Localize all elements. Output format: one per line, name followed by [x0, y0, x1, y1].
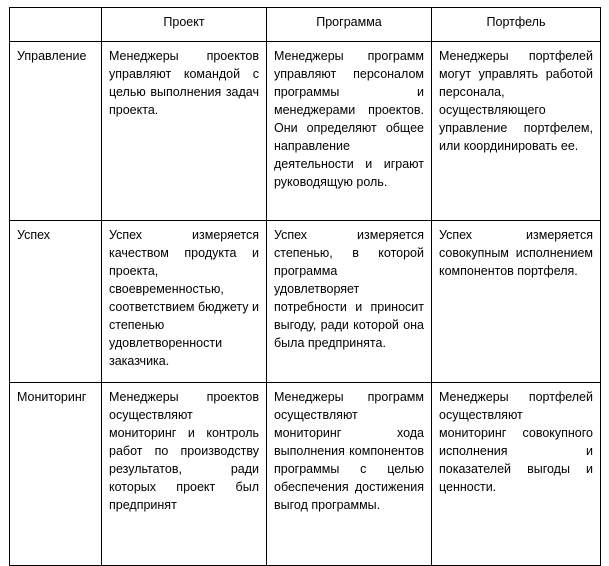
table-corner-cell — [10, 8, 102, 42]
row-label-management: Управление — [10, 42, 102, 221]
cell-success-portfolio: Успех измеряется совокупным исполнением компонентов портфеля. — [432, 221, 601, 383]
table-row — [10, 383, 601, 566]
column-header-portfolio: Портфель — [432, 8, 601, 42]
table-row — [10, 42, 601, 221]
cell-management-program: Менеджеры программ управляют персоналом программы и менеджерами проектов. Они определяют общее направление деятельности и играют руководящую роль. — [267, 42, 432, 221]
column-header-project: Проект — [102, 8, 267, 42]
table-body — [10, 42, 601, 566]
cell-management-project: Менеджеры проектов управляют командой с целью выполнения задач проекта. — [102, 42, 267, 221]
cell-success-program: Успех измеряется степенью, в которой программа удовлетворяет потребности и приносит выгоду, ради которой она была предпринята. — [267, 221, 432, 383]
cell-monitoring-program: Менеджеры программ осуществляют мониторинг хода выполнения компонентов программы с целью обеспечения достижения выгод программы. — [267, 383, 432, 566]
cell-success-project: Успех измеряется качеством продукта и проекта, своевременностью, соответствием бюджету и степенью удовлетворенности заказчика. — [102, 221, 267, 383]
table-row — [10, 221, 601, 383]
cell-monitoring-portfolio: Менеджеры портфелей осуществляют мониторинг совокупного исполнения и показателей выгоды и ценности. — [432, 383, 601, 566]
comparison-table — [9, 7, 601, 566]
cell-management-portfolio: Менеджеры портфелей могут управлять работой персонала, осуществляющего управление портфелем, или координировать ее. — [432, 42, 601, 221]
table-header-row — [10, 8, 601, 42]
row-label-success: Успех — [10, 221, 102, 383]
column-header-program: Программа — [267, 8, 432, 42]
table-header — [10, 8, 601, 42]
row-label-monitoring: Мониторинг — [10, 383, 102, 566]
cell-monitoring-project: Менеджеры проектов осуществляют мониторинг и контроль работ по производству результатов, ради которых проект был предпринят — [102, 383, 267, 566]
